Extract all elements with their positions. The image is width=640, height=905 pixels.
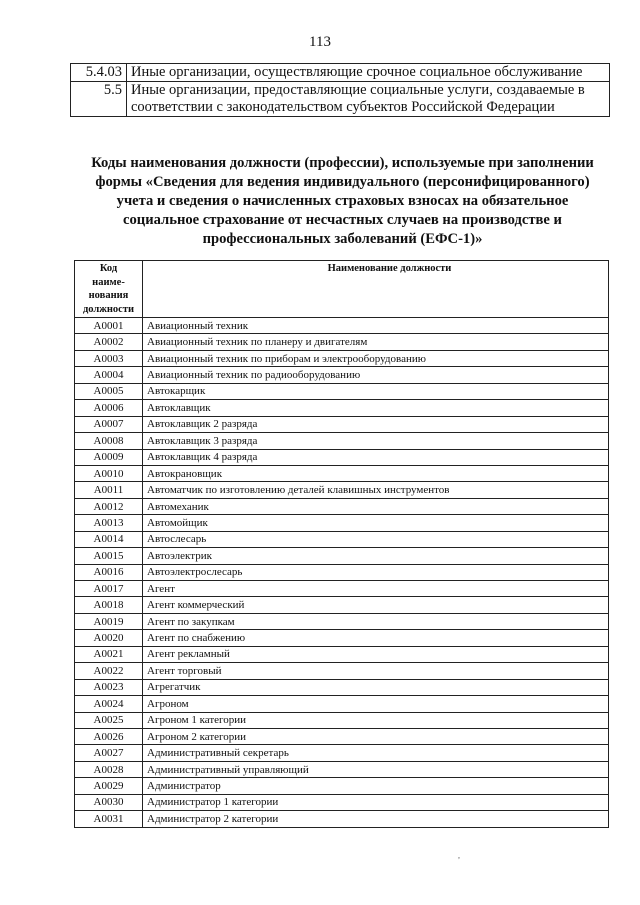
position-code-cell: А0004 — [75, 367, 143, 383]
position-name-cell: Автоэлектрик — [143, 548, 609, 564]
position-code-cell: А0015 — [75, 548, 143, 564]
position-code-cell: А0028 — [75, 761, 143, 777]
org-name-cell: Иные организации, предоставляющие социальные услуги, создаваемые в соответствии с законодательством субъектов Российской Федерации — [127, 82, 610, 117]
table-row — [75, 696, 609, 712]
position-name-cell: Автоклавщик 3 разряда — [143, 433, 609, 449]
table-row — [75, 630, 609, 646]
table-header-row — [75, 261, 609, 318]
org-name-cell: Иные организации, осуществляющие срочное социальное обслуживание — [127, 64, 610, 82]
table-row — [75, 433, 609, 449]
position-code-cell: А0009 — [75, 449, 143, 465]
position-name-cell: Авиационный техник по радиооборудованию — [143, 367, 609, 383]
heading-line: Коды наименования должности (профессии), используемые при заполнении — [91, 155, 594, 171]
table-row — [75, 597, 609, 613]
table-row — [75, 548, 609, 564]
table-row — [75, 400, 609, 416]
position-code-cell: А0024 — [75, 696, 143, 712]
page-number: 113 — [309, 34, 331, 50]
heading-line: учета и сведения о начисленных страховых взносах на обязательное — [116, 193, 569, 209]
table-row — [75, 794, 609, 810]
position-code-cell: А0022 — [75, 663, 143, 679]
position-name-cell: Автоматчик по изготовлению деталей клавишных инструментов — [143, 482, 609, 498]
table-row — [75, 613, 609, 629]
position-code-cell: А0014 — [75, 531, 143, 547]
position-name-cell: Агроном — [143, 696, 609, 712]
position-code-cell: А0012 — [75, 498, 143, 514]
table-row — [75, 334, 609, 350]
position-name-cell: Авиационный техник по приборам и электрооборудованию — [143, 350, 609, 366]
table-row — [75, 728, 609, 744]
table-row — [75, 581, 609, 597]
heading-line: профессиональных заболеваний (ЕФС-1)» — [202, 231, 483, 247]
table-row — [75, 663, 609, 679]
heading-line: формы «Сведения для ведения индивидуального (персонифицированного) — [95, 174, 590, 190]
position-code-cell: А0031 — [75, 811, 143, 827]
position-code-cell: А0027 — [75, 745, 143, 761]
position-code-cell: А0003 — [75, 350, 143, 366]
table-row — [71, 64, 610, 82]
position-codes-table — [74, 260, 609, 828]
position-name-cell: Администратор — [143, 778, 609, 794]
position-name-cell: Агент по закупкам — [143, 613, 609, 629]
table-row — [75, 449, 609, 465]
org-code-cell: 5.4.03 — [71, 64, 127, 82]
position-name-cell: Агент рекламный — [143, 646, 609, 662]
position-name-cell: Автомойщик — [143, 515, 609, 531]
org-codes-table — [70, 63, 610, 117]
section-heading — [70, 154, 615, 249]
table-row — [75, 761, 609, 777]
position-code-cell: А0021 — [75, 646, 143, 662]
position-name-cell: Авиационный техник по планеру и двигателям — [143, 334, 609, 350]
scan-mark: , — [458, 851, 460, 860]
table-row — [75, 531, 609, 547]
position-name-cell: Агент торговый — [143, 663, 609, 679]
table-row — [75, 745, 609, 761]
heading-line: социальное страхование от несчастных случаев на производстве и — [123, 212, 562, 228]
table-row — [75, 778, 609, 794]
table-row — [75, 646, 609, 662]
code-column-header: Код наиме- нования должности — [75, 261, 143, 318]
position-name-cell: Автокрановщик — [143, 465, 609, 481]
position-code-cell: А0007 — [75, 416, 143, 432]
position-name-cell: Автоклавщик 4 разряда — [143, 449, 609, 465]
position-name-cell: Агент по снабжению — [143, 630, 609, 646]
table-row — [75, 515, 609, 531]
position-name-cell: Агент — [143, 581, 609, 597]
position-code-cell: А0025 — [75, 712, 143, 728]
position-name-cell: Агрегатчик — [143, 679, 609, 695]
table-row — [75, 383, 609, 399]
position-code-cell: А0008 — [75, 433, 143, 449]
position-code-cell: А0023 — [75, 679, 143, 695]
position-code-cell: А0001 — [75, 318, 143, 334]
position-name-cell: Агроном 2 категории — [143, 728, 609, 744]
position-code-cell: А0006 — [75, 400, 143, 416]
position-code-cell: А0013 — [75, 515, 143, 531]
table-row — [75, 679, 609, 695]
position-code-cell: А0002 — [75, 334, 143, 350]
table-row — [75, 416, 609, 432]
position-code-cell: А0005 — [75, 383, 143, 399]
position-code-cell: А0011 — [75, 482, 143, 498]
table-row — [71, 82, 610, 117]
position-name-cell: Агроном 1 категории — [143, 712, 609, 728]
name-column-header: Наименование должности — [143, 261, 609, 318]
position-code-cell: А0019 — [75, 613, 143, 629]
table-row — [75, 350, 609, 366]
org-code-cell: 5.5 — [71, 82, 127, 117]
position-code-cell: А0010 — [75, 465, 143, 481]
table-row — [75, 482, 609, 498]
table-row — [75, 811, 609, 827]
position-name-cell: Автокарщик — [143, 383, 609, 399]
position-name-cell: Агент коммерческий — [143, 597, 609, 613]
position-code-cell: А0030 — [75, 794, 143, 810]
position-name-cell: Автослесарь — [143, 531, 609, 547]
position-code-cell: А0020 — [75, 630, 143, 646]
table-row — [75, 712, 609, 728]
position-name-cell: Автомеханик — [143, 498, 609, 514]
table-row — [75, 367, 609, 383]
position-code-cell: А0016 — [75, 564, 143, 580]
position-name-cell: Администратор 1 категории — [143, 794, 609, 810]
position-code-cell: А0017 — [75, 581, 143, 597]
table-row — [75, 318, 609, 334]
position-code-cell: А0026 — [75, 728, 143, 744]
position-name-cell: Администратор 2 категории — [143, 811, 609, 827]
position-name-cell: Автоклавщик 2 разряда — [143, 416, 609, 432]
table-row — [75, 465, 609, 481]
position-code-cell: А0029 — [75, 778, 143, 794]
position-name-cell: Автоклавщик — [143, 400, 609, 416]
position-name-cell: Авиационный техник — [143, 318, 609, 334]
table-row — [75, 498, 609, 514]
position-name-cell: Административный управляющий — [143, 761, 609, 777]
table-row — [75, 564, 609, 580]
position-name-cell: Автоэлектрослесарь — [143, 564, 609, 580]
position-name-cell: Административный секретарь — [143, 745, 609, 761]
position-code-cell: А0018 — [75, 597, 143, 613]
